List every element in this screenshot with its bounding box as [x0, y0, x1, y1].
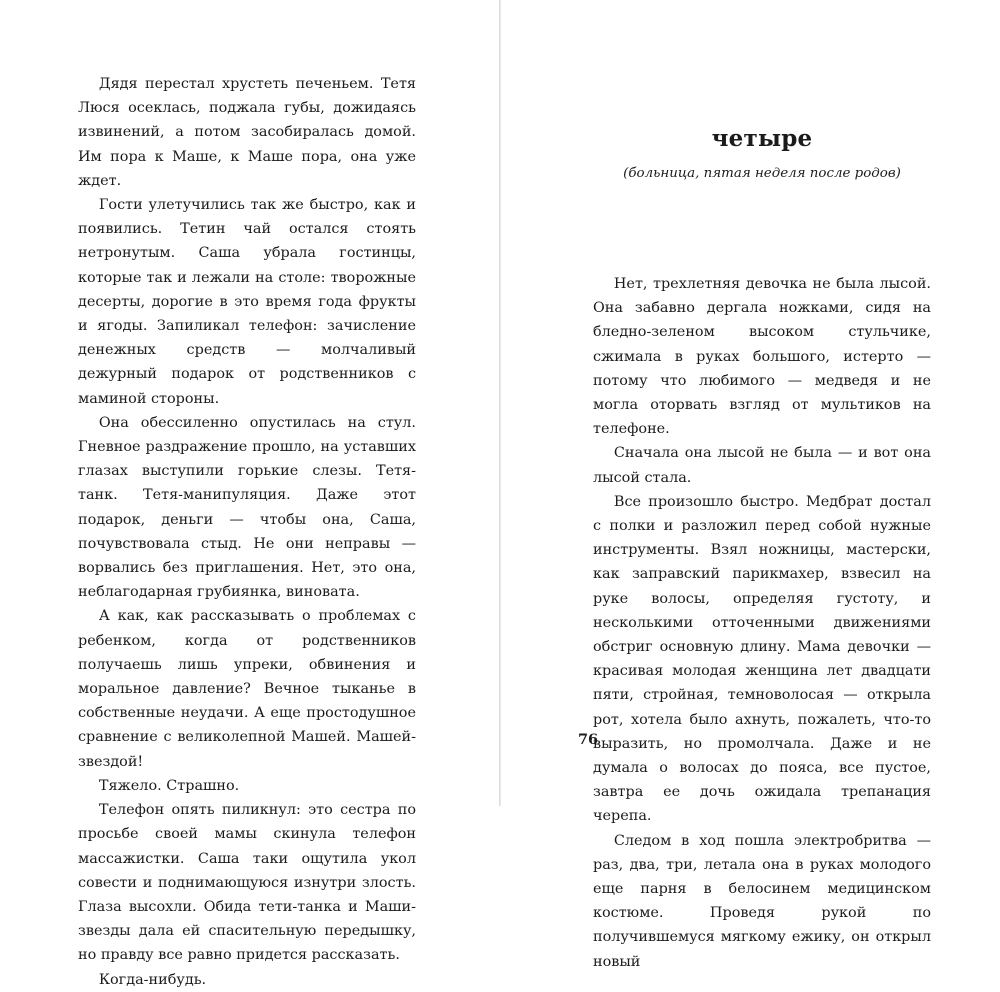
paragraph: Все произошло быстро. Медбрат достал с полки и разложил перед собой нужные инструменты. Взял ножницы, мастерски, как заправский парикмахер, взвесил на руке волосы, определяя густоту, и несколькими отточенными движениями обстриг основную длину. Мама девочки — красивая молодая женщина лет двадцати пяти, стройная, темноволосая — открыла рот, хотела было ахнуть, пожалеть, что-то выразить, но промолчала. Даже и не думала о волосах до пояса, все пустое, завтра ее дочь ожидала трепанация черепа. — [593, 493, 931, 825]
chapter-title: четыре — [711, 125, 813, 152]
left-page-text — [78, 72, 416, 992]
right-page — [501, 0, 1000, 970]
chapter-subtitle: (больница, пятая неделя после родов) — [623, 166, 901, 181]
paragraph: Сначала она лысой не была — и вот она лысой стала. — [593, 445, 931, 486]
paragraph: Телефон опять пиликнул: это сестра по просьбе своей мамы скинула телефон массажистки. Саша таки ощутила укол совести и поднимающуюся изнутри злость. Глаза высохли. Обида тети-танка и Маши-звезды дала ей спасительную передышку, но правду все равно придется рассказать. — [78, 802, 416, 964]
paragraph: Нет, трехлетняя девочка не была лысой. Она забавно дергала ножками, сидя на бледно-зеленом высоком стульчике, сжимала в руках большого, истерто — потому что любимого — медведя и не могла оторвать взгляд от мультиков на телефоне. — [593, 276, 931, 438]
paragraph: Гости улетучились так же быстро, как и появились. Тетин чай остался стоять нетронутым. Саша убрала гостинцы, которые так и лежали на столе: творожные десерты, дорогие в это время года фрукты и ягоды. Запиликал телефон: зачисление денежных средств — молчаливый дежурный подарок от родственников с маминой стороны. — [78, 197, 416, 407]
paragraph: Тяжело. Страшно. — [98, 777, 240, 794]
paragraph: А как, как рассказывать о проблемах с ребенком, когда от родственников получаешь лишь упреки, обвинения и моральное давление? Вечное тыканье в собственные неудачи. А еще простодушное сравнение с великолепной Машей. Машей-звездой! — [78, 608, 416, 770]
left-page — [0, 0, 499, 988]
right-page-text — [593, 272, 931, 974]
paragraph: Дядя перестал хрустеть печеньем. Тетя Люся осеклась, поджала губы, дожидаясь извинений, а потом засобиралась домой. Им пора к Маше, к Маше пора, она уже ждет. — [78, 76, 416, 189]
page-number: 76 — [578, 731, 599, 748]
paragraph: Когда-нибудь. — [98, 971, 207, 988]
paragraph: Она обессиленно опустилась на стул. Гневное раздражение прошло, на уставших глазах выступили горькие слезы. Тетя-танк. Тетя-манипуляция. Даже этот подарок, деньги — чтобы она, Саша, почувствовала стыд. Не они неправы — ворвались без приглашения. Нет, это она, неблагодарная грубиянка, виновата. — [78, 414, 416, 601]
paragraph: Следом в ход пошла электробритва — раз, два, три, летала она в руках молодого еще парня в белосинем медицинском костюме. Проведя рукой по получившемуся мягкому ежику, он открыл новый — [593, 832, 931, 970]
